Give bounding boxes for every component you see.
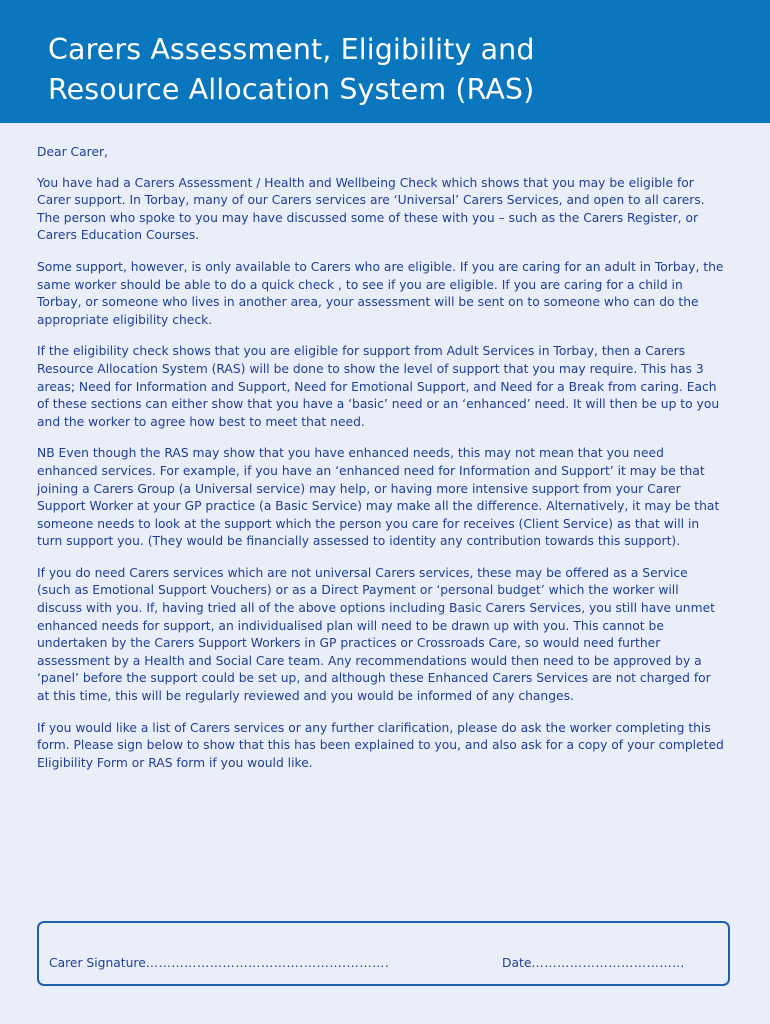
paragraph-nb: NB Even though the RAS may show that you have enhanced needs, this may not mean that you need enhanced services. For example, if you have an ‘enhanced need for Information and Support’ it may be that joining a Carers Group (a Universal service) may help, or having more intensive support from your Carer Support Worker at your GP practice (a Basic Service) may make all the difference. Alternatively, it may be that someone needs to look at the support which the person you care for receives (Client Service) as that will in turn support you. (They would be financially assessed to identity any contribution towards this support). [37, 446, 720, 549]
carer-signature-line: ……………………………….……….………. [145, 956, 390, 970]
paragraph-ras: If the eligibility check shows that you are eligible for support from Adult Services in Torbay, then a Carers Resource Allocation System (RAS) will be done to show the level of support that you may require. This has 3 areas; Need for Information and Support, Need for Emotional Support, and Need for a Break from caring. Each of these sections can either show that you have a ‘basic’ need or an ‘enhanced’ need. It will then be up to you and the worker to agree how best to meet that need. [37, 344, 720, 429]
letter-body [37, 144, 725, 786]
date-label: Date [502, 956, 532, 970]
date-line: ……………………………… [531, 956, 685, 970]
page-title [48, 30, 748, 110]
title-line-2: Resource Allocation System (RAS) [48, 73, 535, 106]
signature-box [37, 921, 730, 986]
paragraph-sign: If you would like a list of Carers services or any further clarification, please do ask the worker completing this form. Please sign below to show that this has been explained to you, and also ask for a copy of your completed Eligibility Form or RAS form if you would like. [37, 720, 724, 770]
date-field[interactable] [502, 955, 685, 971]
paragraph-eligibility: Some support, however, is only available to Carers who are eligible. If you are caring for an adult in Torbay, the same worker should be able to do a quick check , to see if you are eligible. If you are caring for a child in Torbay, or someone who lives in another area, your assessment will be sent on to someone who can do the appropriate eligibility check. [37, 259, 724, 327]
greeting: Dear Carer, [37, 145, 108, 159]
carer-signature-field[interactable] [49, 955, 389, 971]
paragraph-services: If you do need Carers services which are not universal Carers services, these may be offered as a Service (such as Emotional Support Vouchers) or as a Direct Payment or ‘personal budget’ which the worker will discuss with you. If, having tried all of the above options including Basic Carers Services, you still have unmet enhanced needs for support, an individualised plan will need to be drawn up with you. This cannot be undertaken by the Carers Support Workers in GP practices or Crossroads Care, so would need further assessment by a Health and Social Care team. Any recommendations would then need to be approved by a ‘panel’ before the support could be set up, and although these Enhanced Carers Services are not charged for at this time, this will be regularly reviewed and you would be informed of any changes. [37, 565, 715, 704]
title-line-1: Carers Assessment, Eligibility and [48, 33, 535, 66]
header-banner [0, 0, 770, 123]
paragraph-intro: You have had a Carers Assessment / Health and Wellbeing Check which shows that you may be eligible for Carer support. In Torbay, many of our Carers services are ‘Universal’ Carers Services, and open to all carers. The person who spoke to you may have discussed some of these with you – such as the Carers Register, or Carers Education Courses. [37, 175, 705, 243]
carer-signature-label: Carer Signature [49, 956, 146, 970]
